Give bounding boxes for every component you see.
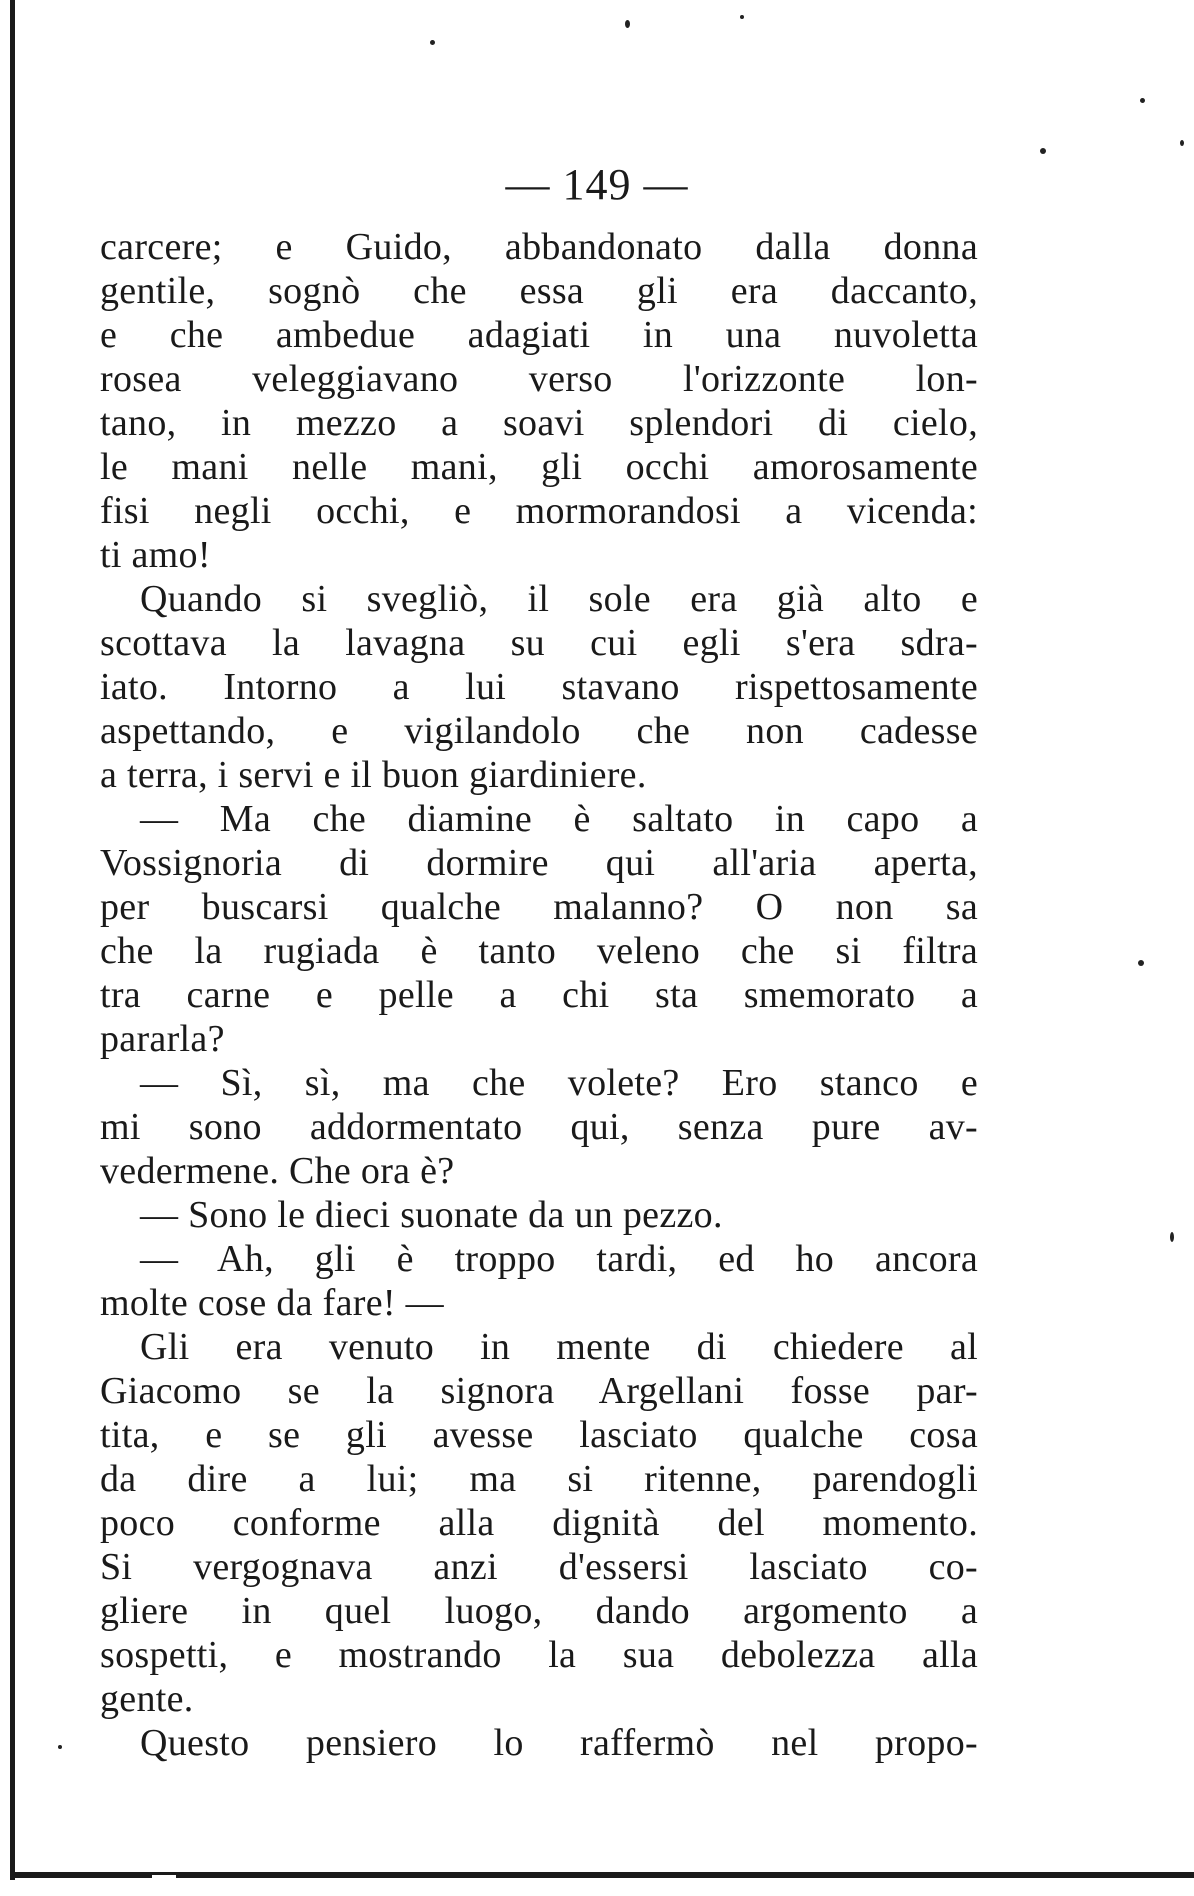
binding-edge — [10, 0, 15, 1880]
text-line: — Sono le dieci suonate da un pezzo. — [140, 1194, 723, 1236]
scan-speck — [58, 1745, 62, 1749]
text-line: a terra, i servi e il buon giardiniere. — [100, 754, 647, 796]
scan-speck — [1170, 1232, 1174, 1242]
text-line: gente. — [100, 1678, 194, 1720]
scan-speck — [625, 20, 630, 28]
scan-speck — [1180, 140, 1184, 146]
scan-speck — [1040, 148, 1046, 154]
text-line: Gli era venuto in mente di chiedere al — [140, 1326, 978, 1368]
text-line: tra carne e pelle a chi sta smemorato a — [100, 974, 978, 1016]
text-line: iato. Intorno a lui stavano rispettosamente — [100, 666, 978, 708]
text-line: — Ma che diamine è saltato in capo a — [140, 798, 978, 840]
text-line: che la rugiada è tanto veleno che si filtra — [100, 930, 978, 972]
text-line: Quando si svegliò, il sole era già alto e — [140, 578, 978, 620]
text-line: pararla? — [100, 1018, 225, 1060]
scan-speck — [740, 15, 744, 19]
text-line: Questo pensiero lo raffermò nel propo- — [140, 1722, 978, 1764]
page-number: — 149 — — [505, 160, 689, 209]
text-line: mi sono addormentato qui, senza pure av- — [100, 1106, 978, 1148]
text-line: gentile, sognò che essa gli era daccanto, — [100, 270, 978, 312]
bottom-rule — [10, 1872, 1194, 1878]
text-line: ti amo! — [100, 534, 211, 576]
text-line: le mani nelle mani, gli occhi amorosamente — [100, 446, 978, 488]
text-line: Si vergognava anzi d'essersi lasciato co- — [100, 1546, 978, 1588]
text-line: fisi negli occhi, e mormorandosi a vicenda: — [100, 490, 978, 532]
text-line: rosea veleggiavano verso l'orizzonte lon- — [100, 358, 978, 400]
text-line: poco conforme alla dignità del momento. — [100, 1502, 978, 1544]
scan-speck — [430, 40, 435, 45]
scan-speck — [1138, 960, 1144, 966]
text-line: tano, in mezzo a soavi splendori di cielo, — [100, 402, 978, 444]
text-line: tita, e se gli avesse lasciato qualche cosa — [100, 1414, 978, 1456]
body-text — [100, 225, 978, 1765]
scan-speck — [1140, 98, 1145, 103]
text-line: per buscarsi qualche malanno? O non sa — [100, 886, 978, 928]
text-line: aspettando, e vigilandolo che non cadesse — [100, 710, 978, 752]
text-line: carcere; e Guido, abbandonato dalla donna — [100, 226, 978, 268]
text-line: scottava la lavagna su cui egli s'era sdra- — [100, 622, 978, 664]
text-line: Giacomo se la signora Argellani fosse par- — [100, 1370, 978, 1412]
text-line: — Sì, sì, ma che volete? Ero stanco e — [140, 1062, 978, 1104]
text-line: Vossignoria di dormire qui all'aria aperta, — [100, 842, 978, 884]
text-line: molte cose da fare! — — [100, 1282, 444, 1324]
text-line: gliere in quel luogo, dando argomento a — [100, 1590, 978, 1632]
text-line: sospetti, e mostrando la sua debolezza alla — [100, 1634, 978, 1676]
text-line: — Ah, gli è troppo tardi, ed ho ancora — [140, 1238, 978, 1280]
text-line: e che ambedue adagiati in una nuvoletta — [100, 314, 978, 356]
text-line: da dire a lui; ma si ritenne, parendogli — [100, 1458, 978, 1500]
text-line: vedermene. Che ora è? — [100, 1150, 455, 1192]
